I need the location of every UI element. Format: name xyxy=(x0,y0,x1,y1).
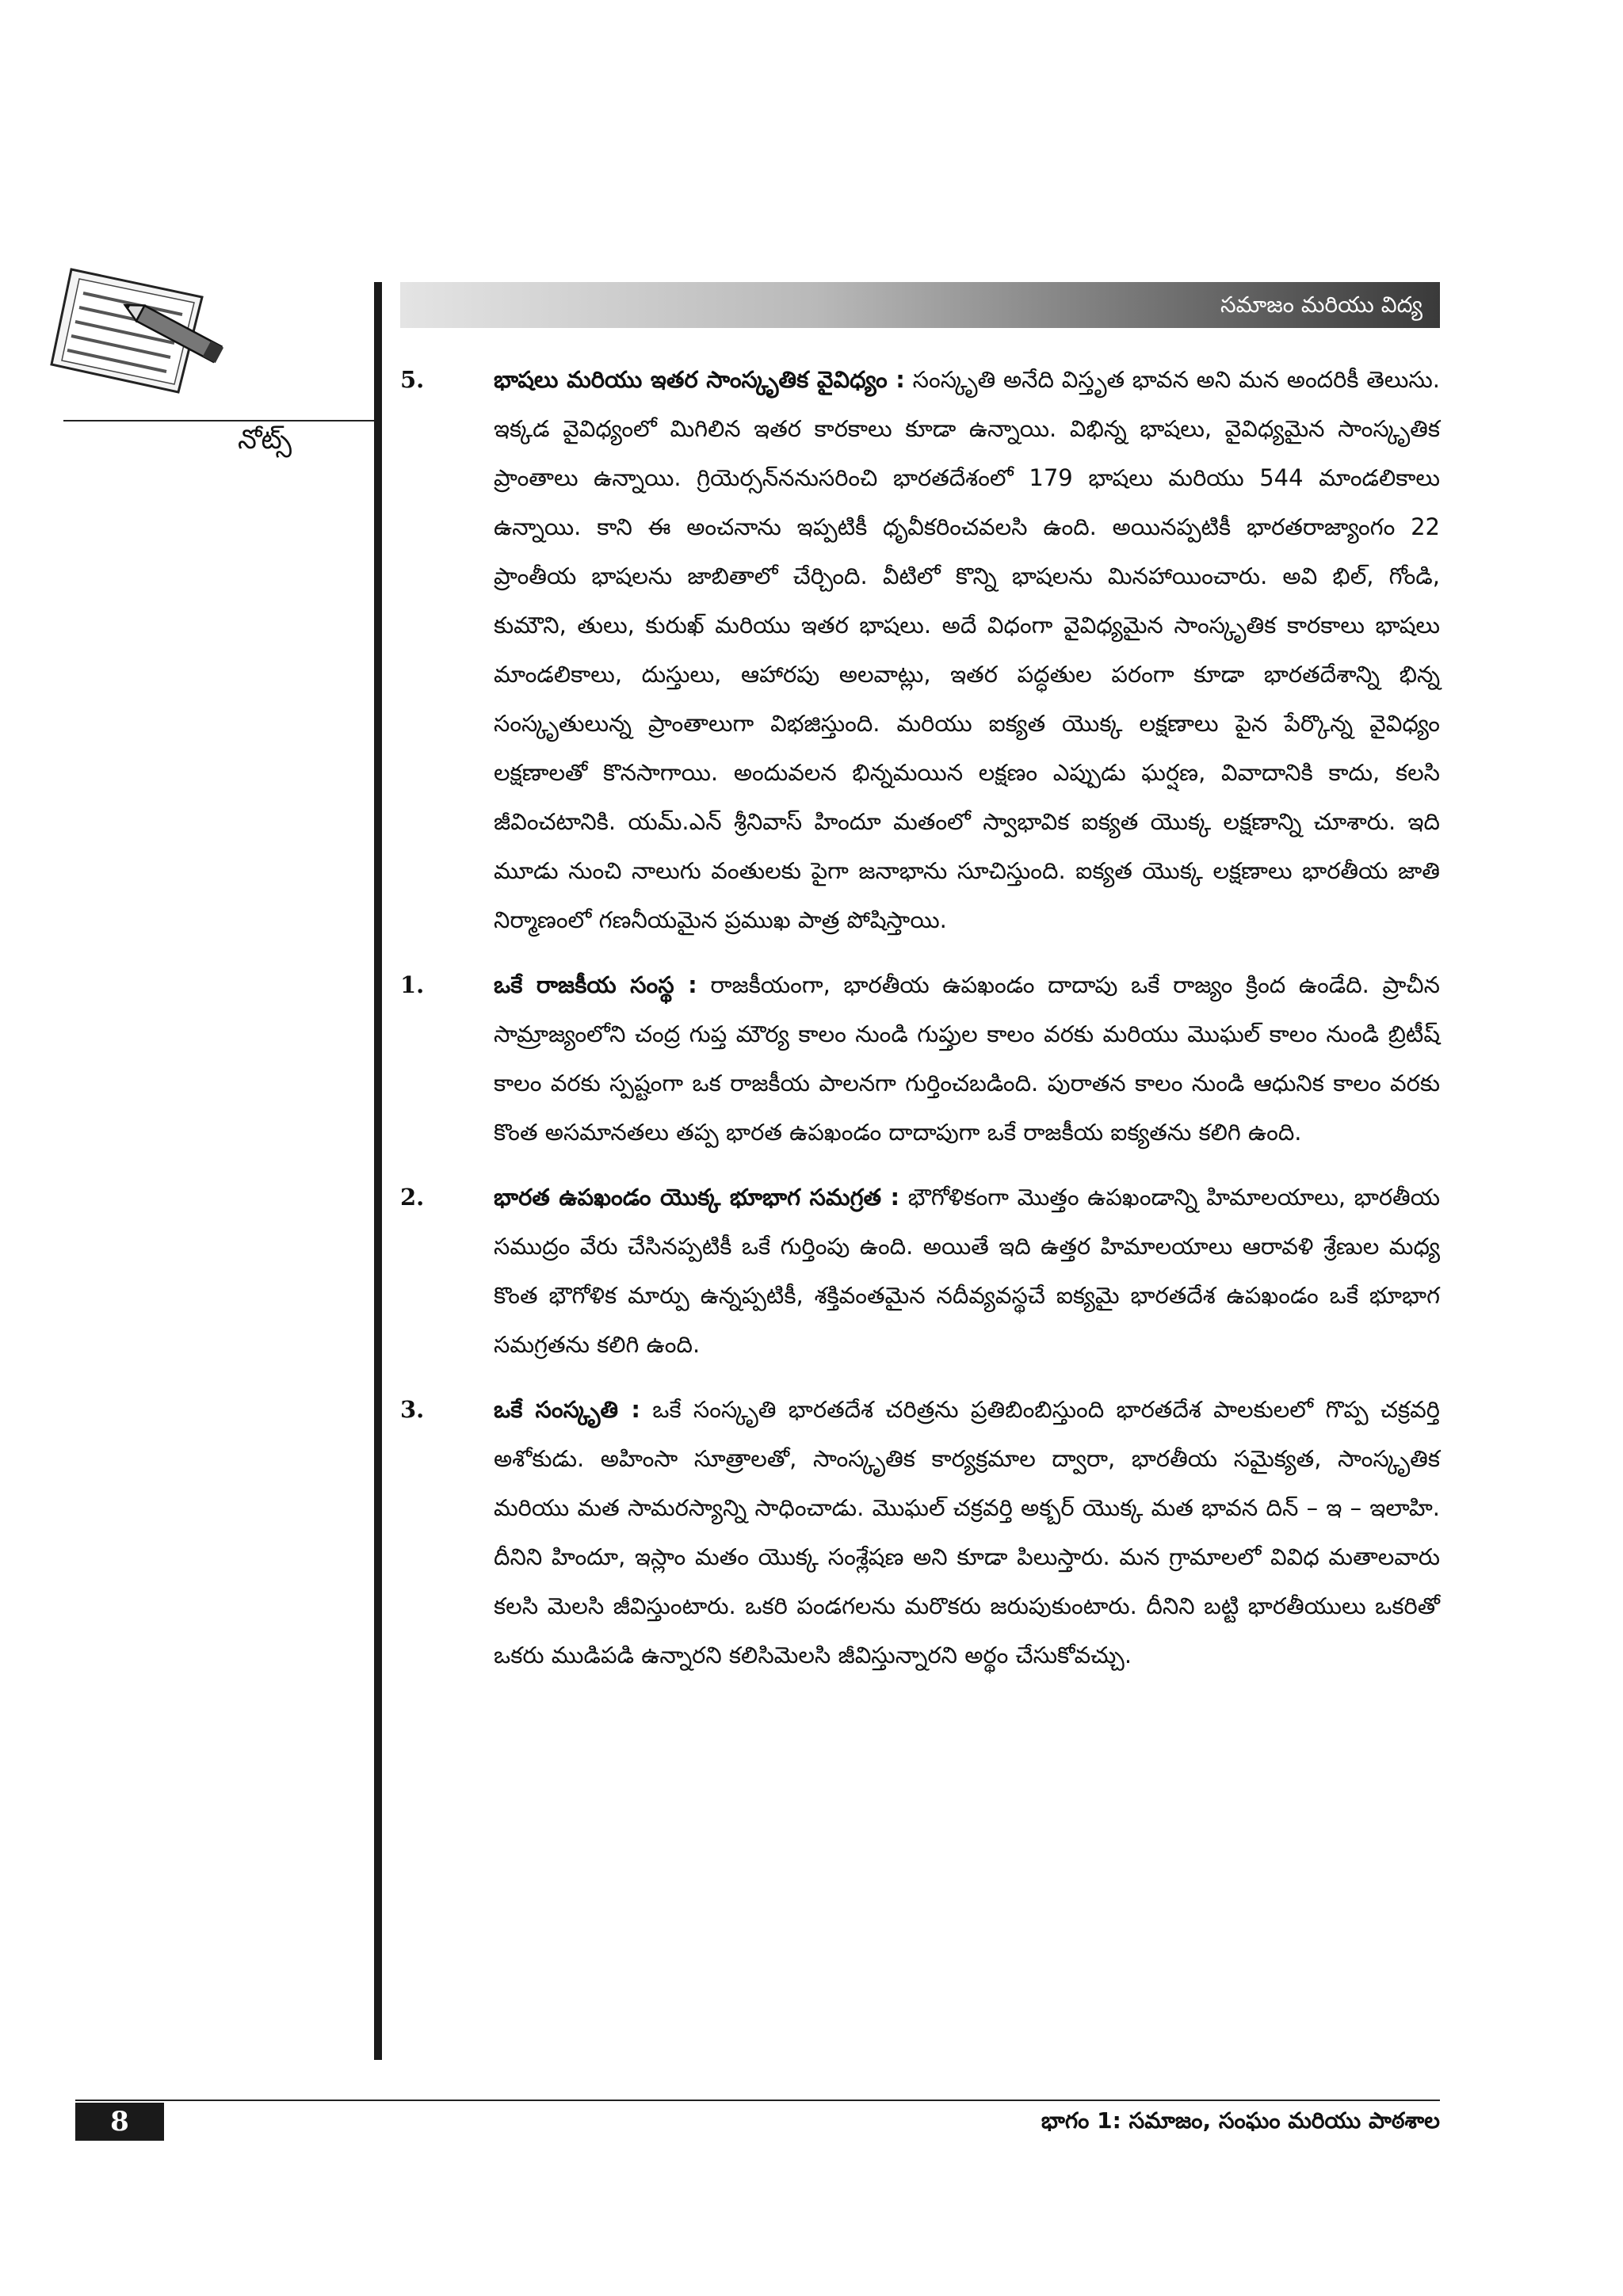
item-title: ఒకే రాజకీయ సంస్థ : xyxy=(494,971,697,998)
item-text: రాజకీయంగా, భారతీయ ఉపఖండం దాదాపు ఒకే రాజ్యం క్రింద ఉండేది. ప్రాచీన సామ్రాజ్యంలోని చంద్ర గుప్త మౌర్య కాలం నుండి గుప్తుల కాలం వరకు మరియు మొఘల్ కాలం నుండి బ్రిటీష్ కాలం వరకు స్పష్టంగా ఒక రాజకీయ పాలనగా గుర్తించబడింది. పురాతన కాలం నుండి ఆధునిక కాలం వరకు కొంత అసమానతలు తప్ప భారత ఉపఖండం దాదాపుగా ఒకే రాజకీయ ఐక్యతను కలిగి ఉంది. xyxy=(494,971,1441,1146)
item-body xyxy=(494,355,1440,944)
item-number: 3. xyxy=(400,1396,425,1423)
item-text: సంస్కృతి అనేది విస్తృత భావన అని మన అందరికీ తెలుసు. ఇక్కడ వైవిధ్యంలో మిగిలిన ఇతర కారకాలు కూడా ఉన్నాయి. విభిన్న భాషలు, వైవిధ్యమైన సాంస్కృతిక ప్రాంతాలు ఉన్నాయి. గ్రియెర్సన్‌ననుసరించి భారతదేశంలో 179 భాషలు మరియు 544 మాండలికాలు ఉన్నాయి. కాని ఈ అంచనాను ఇప్పటికీ ధృవీకరించవలసి ఉంది. అయినప్పటికీ భారతరాజ్యాంగం 22 ప్రాంతీయ భాషలను జాబితాలో చేర్చింది. వీటిలో కొన్ని భాషలను మినహాయించారు. అవి భిల్, గోండి, కుమౌని, తులు, కురుఖ్ మరియు ఇతర భాషలు. అదే విధంగా వైవిధ్యమైన సాంస్కృతిక కారకాలు భాషలు మాండలికాలు, దుస్తులు, ఆహారపు అలవాట్లు, ఇతర పద్ధతుల పరంగా కూడా భారతదేశాన్ని భిన్న సంస్కృతులున్న ప్రాంతాలుగా విభజిస్తుంది. మరియు ఐక్యత యొక్క లక్షణాలు పైన పేర్కొన్న వైవిధ్యం లక్షణాలతో కొనసాగాయి. అందువలన భిన్నమయిన లక్షణం ఎప్పుడు ఘర్షణ, వివాదానికి కాదు, కలసి జీవించటానికి. యమ్.ఎన్ శ్రీనివాస్ హిందూ మతంలో స్వాభావిక ఐక్యత యొక్క లక్షణాన్ని చూశారు. ఇది మూడు నుంచి నాలుగు వంతులకు పైగా జనాభాను సూచిస్తుంది. ఐక్యత యొక్క లక్షణాలు భారతీయ జాతి నిర్మాణంలో గణనీయమైన ప్రముఖ పాత్ర పోషిస్తాయి. xyxy=(494,366,1440,933)
item-number: 5. xyxy=(400,366,425,393)
list-item xyxy=(400,960,1440,1157)
item-body xyxy=(494,1173,1440,1369)
main-content xyxy=(400,355,1440,1695)
list-item xyxy=(400,1385,1440,1680)
page-number: 8 xyxy=(75,2103,164,2141)
notes-label: నోట్స్ xyxy=(238,424,292,456)
item-number: 1. xyxy=(400,971,425,998)
footer-rule xyxy=(75,2100,1440,2101)
item-title: భారత ఉపఖండం యొక్క భూభాగ సమగ్రత : xyxy=(494,1184,900,1211)
header-title: సమాజం మరియు విద్య xyxy=(1220,292,1423,318)
list-item xyxy=(400,1173,1440,1369)
item-number: 2. xyxy=(400,1184,425,1211)
notes-pencil-icon xyxy=(48,261,238,396)
notes-rule xyxy=(63,420,376,421)
item-title: ఒకే సంస్కృతి : xyxy=(494,1396,640,1423)
footer-part-title: భాగం 1: సమాజం, సంఘం మరియు పాఠశాల xyxy=(1041,2107,1440,2134)
item-body xyxy=(494,960,1440,1157)
item-body xyxy=(494,1385,1440,1680)
running-header xyxy=(400,282,1440,328)
margin-divider-bar xyxy=(374,282,382,2060)
item-text: భౌగోళికంగా మొత్తం ఉపఖండాన్ని హిమాలయాలు, భారతీయ సముద్రం వేరు చేసినప్పటికీ ఒకే గుర్తింపు ఉంది. అయితే ఇది ఉత్తర హిమాలయాలు ఆరావళి శ్రేణుల మధ్య కొంత భౌగోళిక మార్పు ఉన్నప్పటికీ, శక్తివంతమైన నదీవ్యవస్థచే ఐక్యమై భారతదేశ ఉపఖండం ఒకే భూభాగ సమగ్రతను కలిగి ఉంది. xyxy=(494,1184,1440,1358)
list-item xyxy=(400,355,1440,944)
item-text: ఒకే సంస్కృతి భారతదేశ చరిత్రను ప్రతిబింబిస్తుంది భారతదేశ పాలకులలో గొప్ప చక్రవర్తి అశోకుడు. అహింసా సూత్రాలతో, సాంస్కృతిక కార్యక్రమాల ద్వారా, భారతీయ సమైక్యత, సాంస్కృతిక మరియు మత సామరస్యాన్ని సాధించాడు. మొఘల్ చక్రవర్తి అక్బర్ యొక్క మత భావన దిన్ – ఇ – ఇలాహి. దీనిని హిందూ, ఇస్లాం మతం యొక్క సంశ్లేషణ అని కూడా పిలుస్తారు. మన గ్రామాలలో వివిధ మతాలవారు కలసి మెలసి జీవిస్తుంటారు. ఒకరి పండగలను మరొకరు జరుపుకుంటారు. దీనిని బట్టి భారతీయులు ఒకరితో ఒకరు ముడిపడి ఉన్నారని కలిసిమెలసి జీవిస్తున్నారని అర్థం చేసుకోవచ్చు. xyxy=(494,1396,1440,1669)
item-title: భాషలు మరియు ఇతర సాంస్కృతిక వైవిధ్యం : xyxy=(494,366,905,393)
